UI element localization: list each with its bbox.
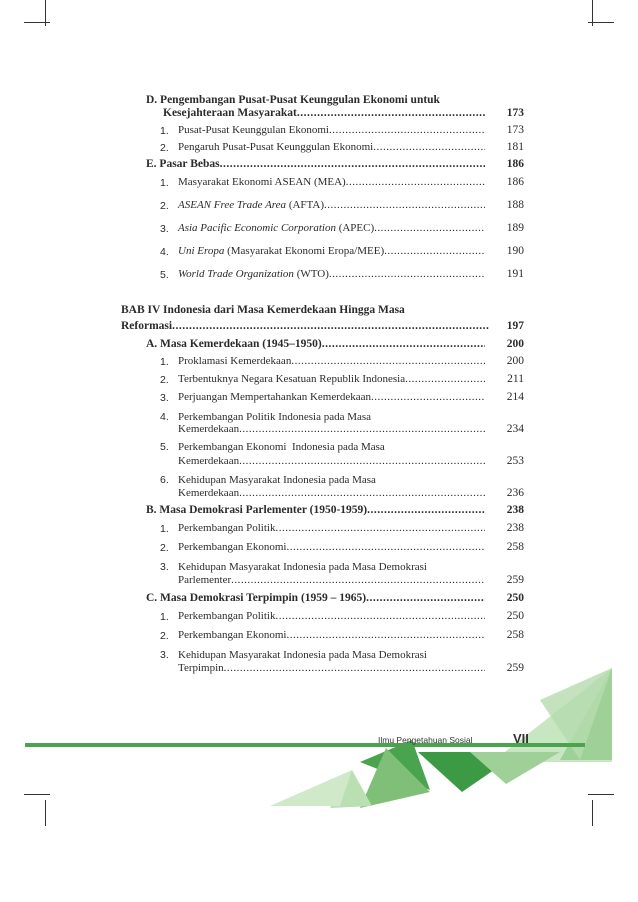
toc-page: 238 — [506, 522, 524, 534]
toc-text: Terpimpin — [178, 662, 224, 674]
toc-page: 181 — [506, 141, 524, 153]
toc-text: Perkembangan Ekonomi — [178, 629, 287, 641]
toc-item-number: 3. — [160, 649, 169, 661]
toc-page: 189 — [506, 222, 524, 234]
toc-text: Perjuangan Mempertahankan Kemerdekaan — [178, 391, 372, 403]
toc-page: 211 — [507, 373, 524, 385]
toc-leader — [291, 355, 485, 367]
toc-leader — [275, 610, 485, 622]
toc-text: Kehidupan Masyarakat Indonesia pada Masa Demokrasi — [178, 649, 427, 661]
toc-leader — [286, 541, 485, 553]
toc-text: A. Masa Kemerdekaan (1945–1950) — [146, 338, 322, 350]
toc-text-italic: Asia Pacific Economic Corporation — [178, 222, 336, 234]
toc-text: Perkembangan Politik — [178, 610, 276, 622]
chapter-title: BAB IV Indonesia dari Masa Kemerdekaan Hingga Masa — [121, 304, 405, 316]
toc-section-title: D. Pengembangan Pusat-Pusat Keunggulan Ekonomi untuk — [146, 94, 440, 106]
toc-leader — [322, 338, 485, 350]
toc-text: Kehidupan Masyarakat Indonesia pada Masa Demokrasi — [178, 561, 427, 573]
toc-item — [178, 199, 485, 211]
toc-leader — [239, 423, 485, 435]
toc-leader — [371, 391, 485, 403]
toc-leader — [366, 592, 485, 604]
toc-text-italic: Uni Eropa — [178, 245, 225, 257]
toc-item — [178, 124, 485, 136]
toc-text: (APEC) — [335, 222, 375, 234]
toc-text: (WTO) — [293, 268, 329, 280]
toc-page: 259 — [506, 574, 524, 586]
toc-item — [178, 487, 485, 499]
toc-item — [178, 268, 485, 280]
toc-leader — [220, 158, 485, 170]
toc-text: Terbentuknya Negara Kesatuan Republik Indonesia — [178, 373, 406, 385]
toc-leader — [405, 373, 485, 385]
toc-item-number: 1. — [160, 523, 169, 535]
toc-item-number: 3. — [160, 223, 169, 235]
toc-text: C. Masa Demokrasi Terpimpin (1959 – 1965) — [146, 592, 367, 604]
toc-item-number: 2. — [160, 200, 169, 212]
toc-leader — [239, 455, 485, 467]
toc-item-number: 4. — [160, 411, 169, 423]
toc-leader — [329, 124, 485, 136]
toc-item — [178, 522, 485, 534]
toc-section-title — [146, 592, 485, 604]
toc-text: E. Pasar Bebas — [146, 158, 220, 170]
toc-page: 250 — [506, 610, 524, 622]
toc-text: Perkembangan Ekonomi Indonesia pada Masa — [178, 441, 385, 453]
toc-text: Kemerdekaan — [178, 423, 240, 435]
toc-page: 253 — [506, 455, 524, 467]
toc-text: Pengaruh Pusat-Pusat Keunggulan Ekonomi — [178, 141, 374, 153]
toc-section-title — [146, 338, 485, 350]
toc-page: 190 — [506, 245, 524, 257]
toc-item — [178, 423, 485, 435]
toc-section-title — [146, 504, 485, 516]
toc-leader — [384, 245, 485, 257]
toc-page: 188 — [506, 199, 524, 211]
toc-item-number: 5. — [160, 441, 169, 453]
toc-page: 200 — [506, 338, 524, 350]
toc-text: Masyarakat Ekonomi ASEAN (MEA) — [178, 176, 346, 188]
toc-text: Kesejahteraan Masyarakat — [163, 107, 297, 119]
toc-text: Kemerdekaan — [178, 487, 240, 499]
toc-item-number: 4. — [160, 246, 169, 258]
toc-item-number: 2. — [160, 630, 169, 642]
page-number-roman: VII — [513, 731, 529, 746]
toc-leader — [367, 504, 485, 516]
toc-page: 258 — [506, 629, 524, 641]
toc-page: 200 — [506, 355, 524, 367]
toc-item-number: 3. — [160, 561, 169, 573]
toc-page: 191 — [506, 268, 524, 280]
toc-item — [178, 455, 485, 467]
toc-page: 186 — [506, 158, 524, 170]
toc-leader — [374, 222, 485, 234]
toc-leader — [373, 141, 485, 153]
toc-leader — [224, 662, 485, 674]
toc-page: 214 — [506, 391, 524, 403]
toc-leader — [172, 320, 489, 332]
toc-item-number: 6. — [160, 474, 169, 486]
toc-item — [178, 355, 485, 367]
footer-subject: Ilmu Pengetahuan Sosial — [378, 735, 473, 745]
toc-item — [178, 222, 485, 234]
toc-item-number: 3. — [160, 392, 169, 404]
toc-leader — [275, 522, 485, 534]
toc-item-number: 2. — [160, 374, 169, 386]
toc-item — [178, 373, 485, 385]
toc-section-title — [146, 158, 485, 170]
toc-leader — [297, 107, 485, 119]
toc-page: 197 — [506, 320, 524, 332]
toc-text: Perkembangan Politik Indonesia pada Masa — [178, 411, 372, 423]
toc-text: Proklamasi Kemerdekaan — [178, 355, 292, 367]
toc-text: Pusat-Pusat Keunggulan Ekonomi — [178, 124, 329, 136]
toc-page: 173 — [506, 107, 524, 119]
toc-text: Parlementer — [178, 574, 232, 586]
toc-section-title — [163, 107, 485, 119]
toc-item — [178, 662, 485, 674]
toc-item-number: 1. — [160, 356, 169, 368]
toc-text: Kehidupan Masyarakat Indonesia pada Masa — [178, 474, 376, 486]
toc-leader — [329, 268, 485, 280]
toc-page: 250 — [506, 592, 524, 604]
chapter-title — [121, 320, 489, 332]
toc-leader — [239, 487, 485, 499]
toc-text: Reformasi — [121, 320, 173, 332]
toc-item-number: 1. — [160, 611, 169, 623]
toc-item-number: 1. — [160, 177, 169, 189]
toc-page: 236 — [506, 487, 524, 499]
toc-text: Kemerdekaan — [178, 455, 240, 467]
toc-text: (AFTA) — [286, 199, 324, 211]
toc-text: Perkembangan Politik — [178, 522, 276, 534]
toc-item — [178, 141, 485, 153]
toc-text-italic: ASEAN Free Trade Area — [178, 199, 287, 211]
toc-leader — [324, 199, 485, 211]
toc-page: 186 — [506, 176, 524, 188]
toc-item — [178, 176, 485, 188]
toc-page: 173 — [506, 124, 524, 136]
toc-text: Perkembangan Ekonomi — [178, 541, 287, 553]
toc-item — [178, 629, 485, 641]
toc-item — [178, 610, 485, 622]
toc-text: (Masyarakat Ekonomi Eropa/MEE) — [224, 245, 385, 257]
toc-page: 234 — [506, 423, 524, 435]
toc-item — [178, 245, 485, 257]
toc-leader — [346, 176, 485, 188]
toc-item — [178, 574, 485, 586]
toc-item-number: 2. — [160, 542, 169, 554]
toc-text: B. Masa Demokrasi Parlementer (1950-1959) — [146, 504, 368, 516]
toc-page: 258 — [506, 541, 524, 553]
toc-leader — [231, 574, 485, 586]
toc-text-italic: World Trade Organization — [178, 268, 294, 280]
toc-item — [178, 391, 485, 403]
toc-item — [178, 541, 485, 553]
toc-item-number: 1. — [160, 125, 169, 137]
toc-page: 259 — [506, 662, 524, 674]
toc-page: 238 — [506, 504, 524, 516]
toc-item-number: 2. — [160, 142, 169, 154]
toc-item-number: 5. — [160, 269, 169, 281]
toc-leader — [286, 629, 485, 641]
